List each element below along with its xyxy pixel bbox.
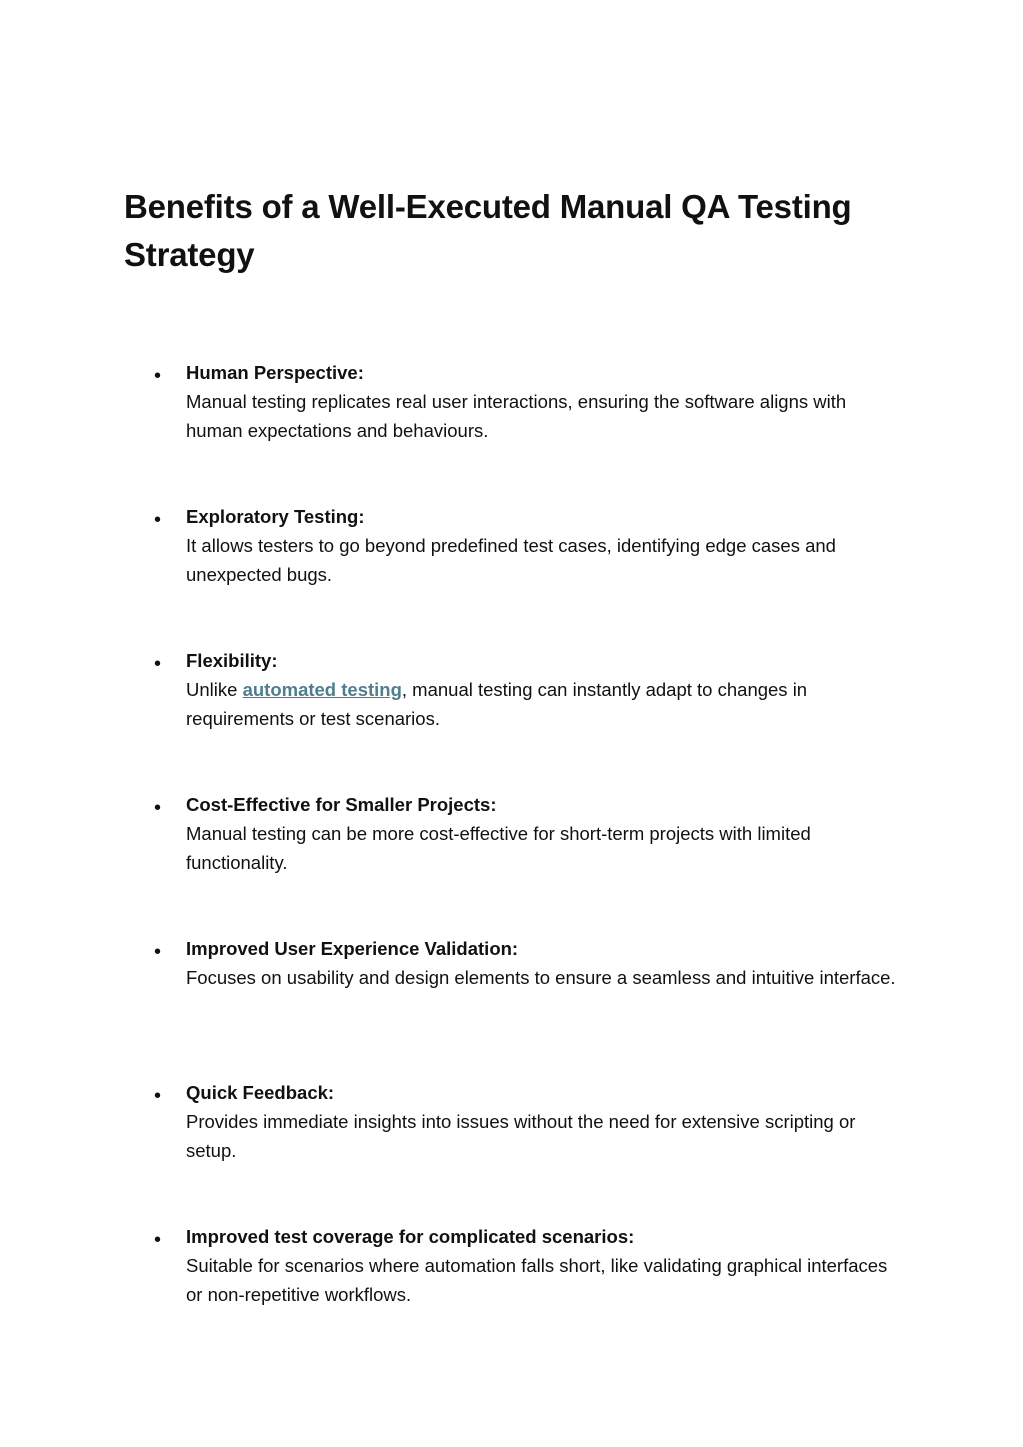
page-title: Benefits of a Well-Executed Manual QA Testing Strategy	[124, 188, 852, 273]
list-item-content	[186, 790, 896, 877]
list-item-title: Cost-Effective for Smaller Projects:	[186, 794, 497, 815]
list-item-description	[186, 675, 896, 733]
bullet-icon: •	[154, 941, 162, 963]
list-item-test-coverage	[0, 1222, 1023, 1366]
description-text-after-link: , manual testing can instantly adapt to changes in requirements or test scenarios.	[186, 679, 808, 729]
list-item-quick-feedback	[0, 1078, 1023, 1222]
list-item-title: Improved test coverage for complicated scenarios:	[186, 1226, 635, 1247]
list-item-description: Provides immediate insights into issues without the need for extensive scripting or setup.	[186, 1111, 856, 1161]
list-item-title: Quick Feedback:	[186, 1082, 335, 1103]
list-item-user-experience	[0, 934, 1023, 1078]
list-item-title: Exploratory Testing:	[186, 506, 365, 527]
list-item-content	[186, 1222, 896, 1309]
automated-testing-link[interactable]: automated testing	[242, 679, 402, 700]
list-item-title: Flexibility:	[186, 650, 278, 671]
description-text-before-link: Unlike	[186, 679, 243, 700]
list-item-human-perspective	[0, 358, 1023, 502]
list-item-content	[186, 358, 896, 445]
list-item-cost-effective	[0, 790, 1023, 934]
bullet-icon: •	[154, 1085, 162, 1107]
list-item-content	[186, 934, 896, 992]
list-item-description: Manual testing replicates real user interactions, ensuring the software aligns with human expectations and behaviours.	[186, 391, 847, 441]
list-item-content	[186, 1078, 896, 1165]
list-item-content	[186, 646, 896, 733]
list-item-title: Human Perspective:	[186, 362, 364, 383]
list-item-description: Manual testing can be more cost-effective for short-term projects with limited functionality.	[186, 823, 811, 873]
list-item-description: Focuses on usability and design elements to ensure a seamless and intuitive interface.	[186, 967, 896, 988]
list-item-content	[186, 502, 896, 589]
bullet-icon: •	[154, 1229, 162, 1251]
benefits-list	[0, 358, 1023, 1366]
list-item-exploratory-testing	[0, 502, 1023, 646]
bullet-icon: •	[154, 365, 162, 387]
list-item-flexibility	[0, 646, 1023, 790]
bullet-icon: •	[154, 797, 162, 819]
list-item-title: Improved User Experience Validation:	[186, 938, 519, 959]
list-item-description: It allows testers to go beyond predefined test cases, identifying edge cases and unexpected bugs.	[186, 535, 836, 585]
bullet-icon: •	[154, 509, 162, 531]
list-item-description: Suitable for scenarios where automation falls short, like validating graphical interfaces or non-repetitive workflows.	[186, 1255, 888, 1305]
bullet-icon: •	[154, 653, 162, 675]
